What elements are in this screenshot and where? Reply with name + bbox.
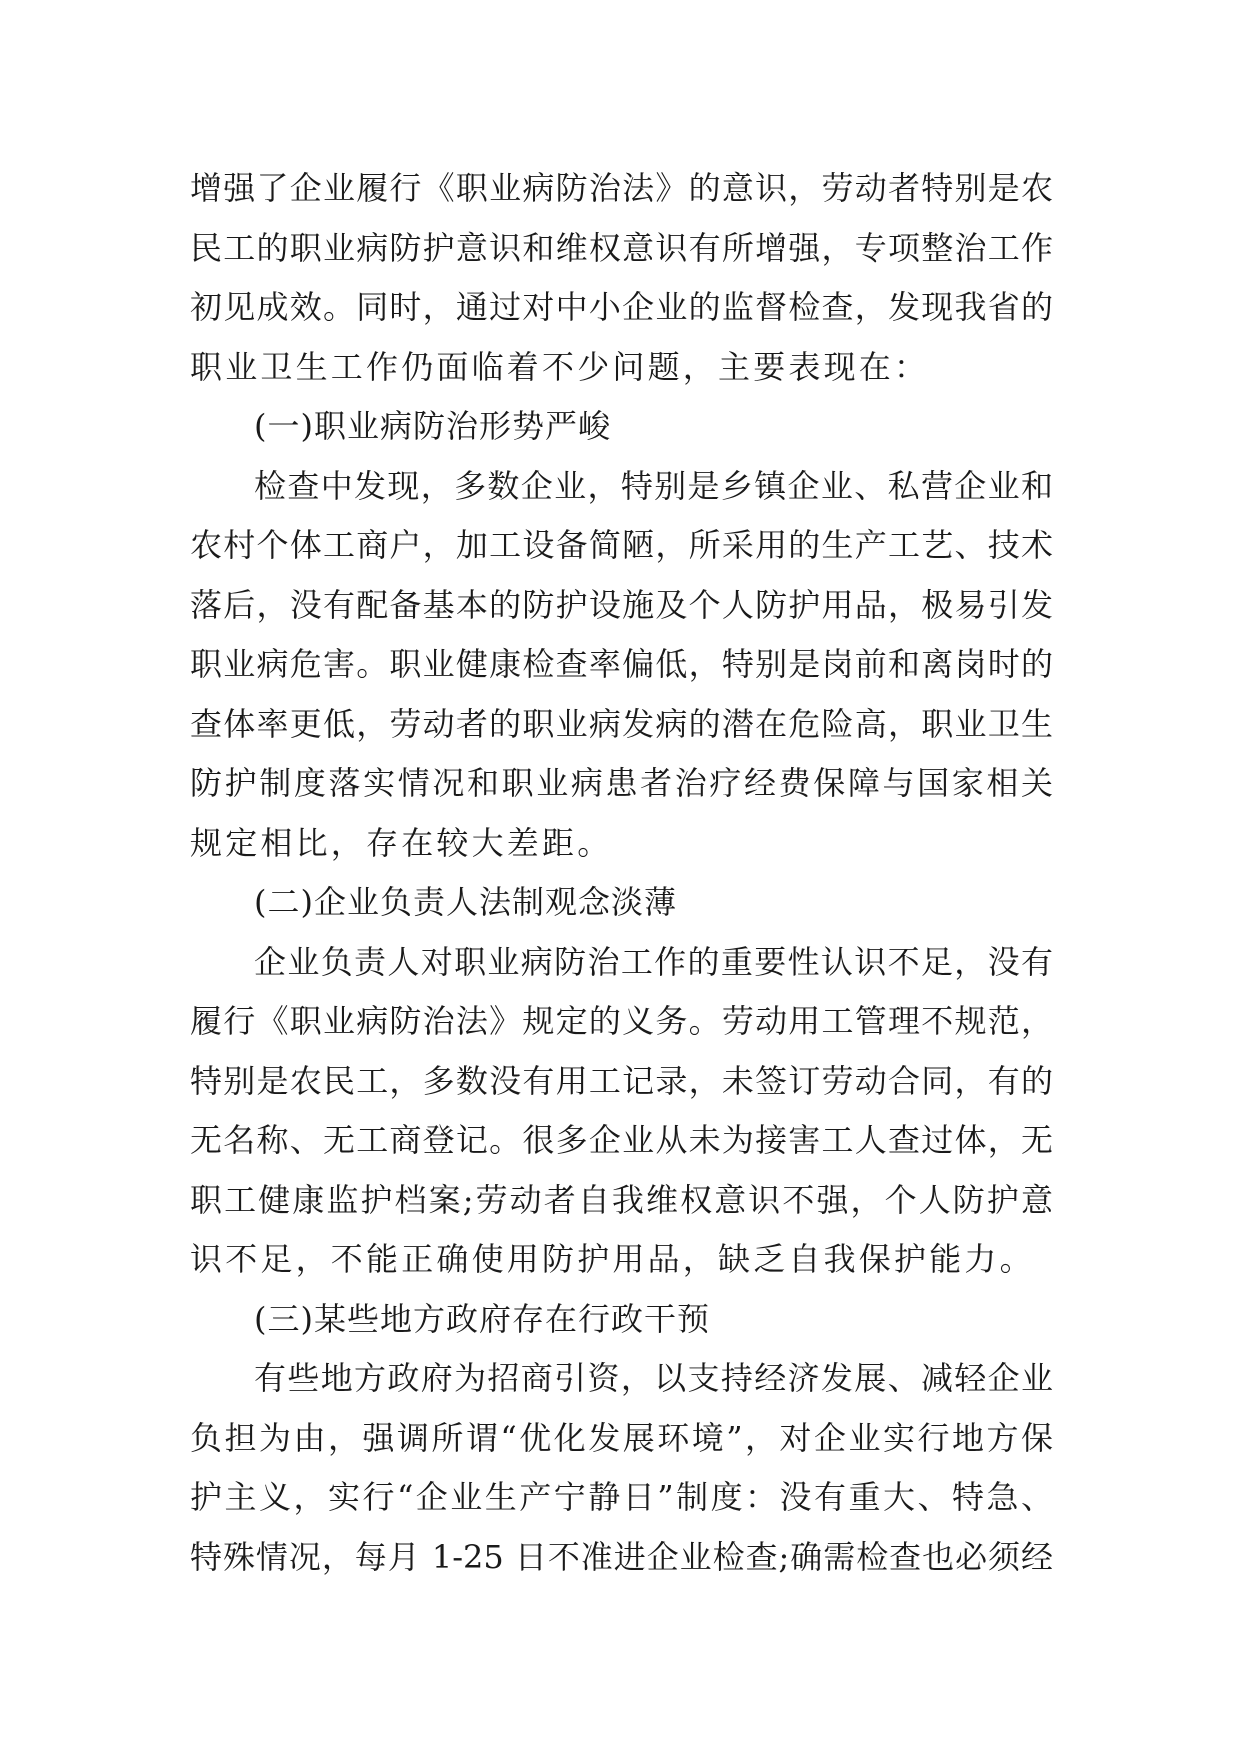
section-heading: (二)企业负责人法制观念淡薄 [254, 883, 677, 921]
text-line: 农村个体工商户，加工设备简陋，所采用的生产工艺、技术 [190, 526, 1053, 564]
text-line: 初见成效。同时，通过对中小企业的监督检查，发现我省的 [190, 288, 1053, 326]
text-line: 特殊情况，每月 1-25 日不准进企业检查;确需检查也必须经 [190, 1537, 1053, 1576]
text-line: 职业病危害。职业健康检查率偏低，特别是岗前和离岗时的 [190, 645, 1053, 683]
text-line: 识不足，不能正确使用防护用品，缺乏自我保护能力。 [190, 1240, 1035, 1278]
text-line: 履行《职业病防治法》规定的义务。劳动用工管理不规范， [190, 1002, 1053, 1040]
text-line: 落后，没有配备基本的防护设施及个人防护用品，极易引发 [190, 585, 1053, 624]
section-heading: (一)职业病防治形势严峻 [254, 407, 611, 445]
section-heading: (三)某些地方政府存在行政干预 [254, 1299, 710, 1338]
text-line: 护主义，实行“企业生产宁静日”制度：没有重大、特急、 [190, 1478, 1053, 1516]
text-line: 职工健康监护档案;劳动者自我维权意识不强，个人防护意 [190, 1180, 1053, 1219]
text-line: 增强了企业履行《职业病防治法》的意识，劳动者特别是农 [190, 169, 1053, 207]
document-body [190, 159, 1053, 1587]
text-line: 企业负责人对职业病防治工作的重要性认识不足，没有 [254, 942, 1053, 981]
text-line: 规定相比，存在较大差距。 [190, 823, 613, 862]
document-page [190, 159, 1053, 1587]
text-line: 检查中发现，多数企业，特别是乡镇企业、私营企业和 [254, 466, 1053, 505]
text-line: 查体率更低，劳动者的职业病发病的潜在危险高，职业卫生 [190, 704, 1053, 743]
text-line: 民工的职业病防护意识和维权意识有所增强，专项整治工作 [190, 228, 1053, 267]
text-line: 特别是农民工，多数没有用工记录，未签订劳动合同，有的 [190, 1061, 1053, 1100]
text-line: 无名称、无工商登记。很多企业从未为接害工人查过体，无 [190, 1121, 1053, 1159]
text-line: 负担为由，强调所谓“优化发展环境”，对企业实行地方保 [190, 1418, 1053, 1457]
text-line: 防护制度落实情况和职业病患者治疗经费保障与国家相关 [190, 764, 1053, 802]
text-line: 有些地方政府为招商引资，以支持经济发展、减轻企业 [254, 1359, 1053, 1397]
text-line: 职业卫生工作仍面临着不少问题，主要表现在： [190, 347, 930, 386]
